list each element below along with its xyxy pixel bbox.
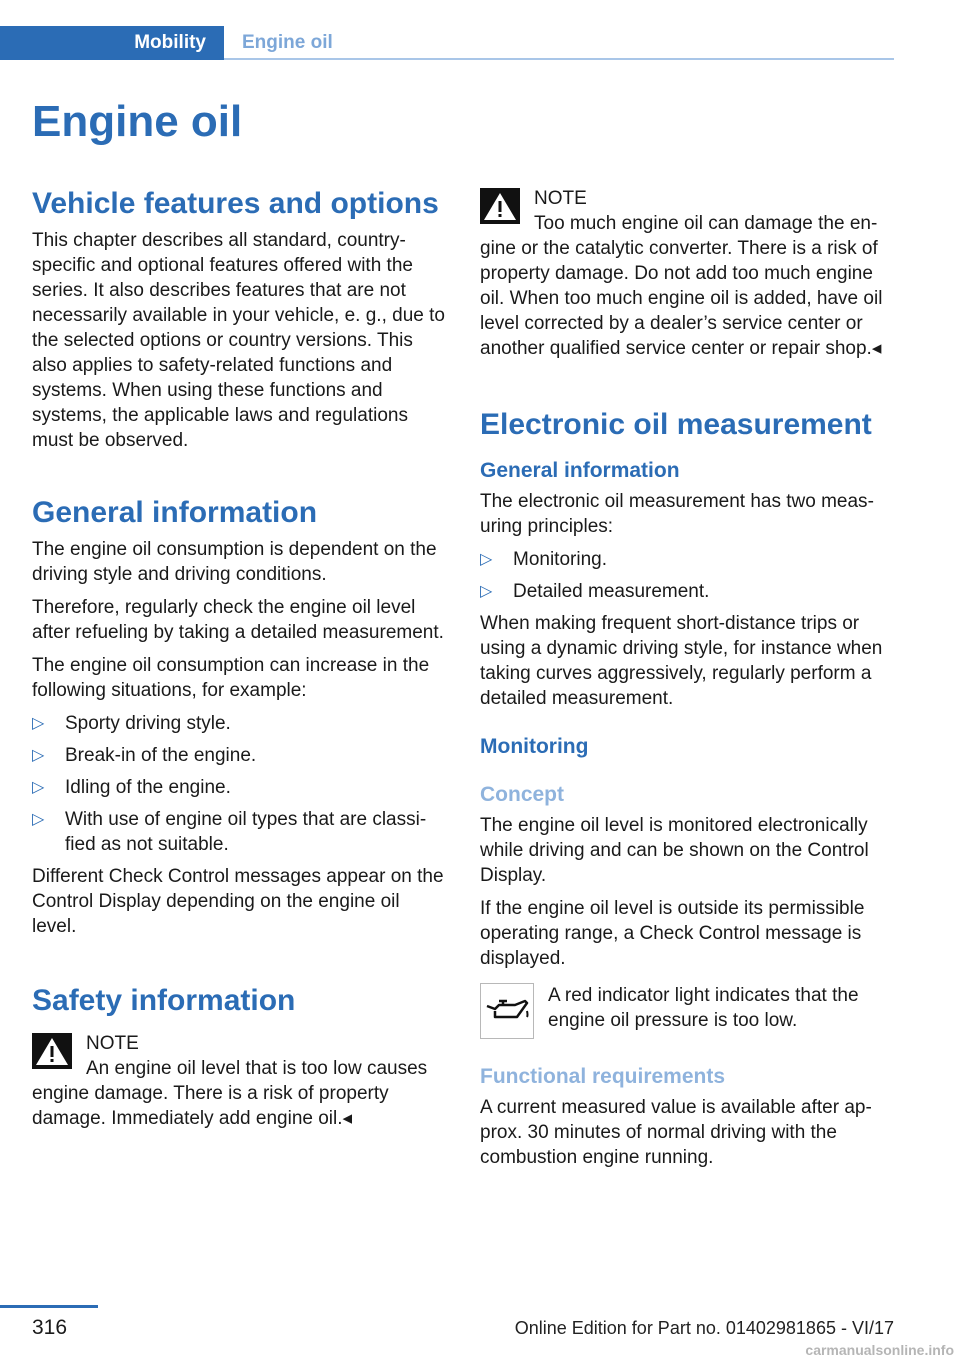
triangle-bullet-icon: ▷ <box>32 811 45 828</box>
header-subsection-tab[interactable]: Engine oil <box>242 32 333 53</box>
edition-label: Online Edition for Part no. 01402981865 - VI/17 <box>514 1318 894 1338</box>
safety-note <box>32 1031 446 1131</box>
list-item: ▷ Detailed measurement. <box>480 581 710 602</box>
electronic-oil-heading: Electronic oil measurement <box>480 408 872 441</box>
list-item: ▷ With use of engine oil types that are classified as not suitable. <box>32 809 427 855</box>
vehicle-features-heading: Vehicle features and options <box>32 187 439 220</box>
warning-triangle-icon <box>32 1033 72 1069</box>
monitoring-heading: Monitoring <box>480 735 589 758</box>
header-section-tab[interactable]: Mobility <box>0 26 224 60</box>
concept-p1: The engine oil level is monitored electronically while driving and can be shown on the Control Display. <box>480 815 869 886</box>
note-text: Too much engine oil can damage the engine or the catalytic converter. There is a risk of property damage. Do not add too much engine oil. When too much engine oil is added, have oil level corrected by a dealer’s service center or another qualified service center or repair shop.◂ <box>480 213 883 359</box>
header-divider <box>224 58 894 60</box>
general-information-p4: Different Check Control messages appear on the Control Display depending on the engine oil level. <box>32 866 444 937</box>
list-item: ▷ Break-in of the engine. <box>32 745 257 766</box>
indicator-text: A red indicator light indicates that the engine oil pressure is too low. <box>548 985 859 1031</box>
functional-requirements-heading: Functional requirements <box>480 1065 726 1088</box>
warning-triangle-icon <box>480 188 520 224</box>
triangle-bullet-icon: ▷ <box>480 551 493 568</box>
oil-can-icon <box>480 983 534 1039</box>
list-item: ▷ Monitoring. <box>480 549 607 570</box>
general-information-p3: The engine oil consumption can increase in the following situations, for example: <box>32 655 430 701</box>
oil-pressure-indicator-info <box>480 983 894 1039</box>
general-information-p2: Therefore, regularly check the engine oil level after refueling by taking a detailed measurement. <box>32 597 444 643</box>
right-column <box>480 180 894 1178</box>
oil-can-icon-glyph <box>485 997 529 1025</box>
watermark: carmanualsonline.info <box>805 1342 954 1358</box>
electronic-p2: When making frequent short-distance trips or using a dynamic driving style, for instance when taking curves aggressively, regularly perform a detailed measurement. <box>480 613 883 709</box>
oil-overfill-note <box>480 186 894 361</box>
concept-p2: If the engine oil level is outside its permissible operating range, a Check Control message is displayed. <box>480 898 865 969</box>
page-title: Engine oil <box>32 97 243 146</box>
page-number: 316 <box>32 1316 68 1339</box>
triangle-bullet-icon: ▷ <box>32 779 45 796</box>
footer-divider <box>0 1305 98 1308</box>
note-label: NOTE <box>534 188 587 209</box>
page-header <box>0 26 894 60</box>
electronic-general-text: The electronic oil measurement has two measuring principles: <box>480 491 874 537</box>
safety-information-heading: Safety information <box>32 984 296 1017</box>
general-information-heading: General information <box>32 496 318 529</box>
concept-heading: Concept <box>480 783 564 806</box>
functional-requirements-text: A current measured value is available after approx. 30 minutes of normal driving with the combustion engine running. <box>480 1097 872 1168</box>
triangle-bullet-icon: ▷ <box>480 583 493 600</box>
list-item: ▷ Sporty driving style. <box>32 713 231 734</box>
electronic-general-heading: General information <box>480 459 680 482</box>
list-item: ▷ Idling of the engine. <box>32 777 231 798</box>
left-column <box>32 180 446 1139</box>
triangle-bullet-icon: ▷ <box>32 715 45 732</box>
general-information-p1: The engine oil consumption is dependent on the driving style and driving conditions. <box>32 539 437 585</box>
vehicle-features-text: This chapter describes all standard, country-specific and optional features offered with the series. It also describes features that are not necessarily available in your vehicle, e. g., due to the selected options or country versions. This also applies to safety-related functions and systems. When using these functions and systems, the applicable laws and regulations must be observed. <box>32 230 445 451</box>
consumption-bullet-list <box>32 711 446 857</box>
note-label: NOTE <box>86 1033 139 1054</box>
measurement-principles-list <box>480 547 894 604</box>
triangle-bullet-icon: ▷ <box>32 747 45 764</box>
note-text: An engine oil level that is too low causes engine damage. There is a risk of property damage. Immediately add engine oil.◂ <box>32 1058 428 1129</box>
